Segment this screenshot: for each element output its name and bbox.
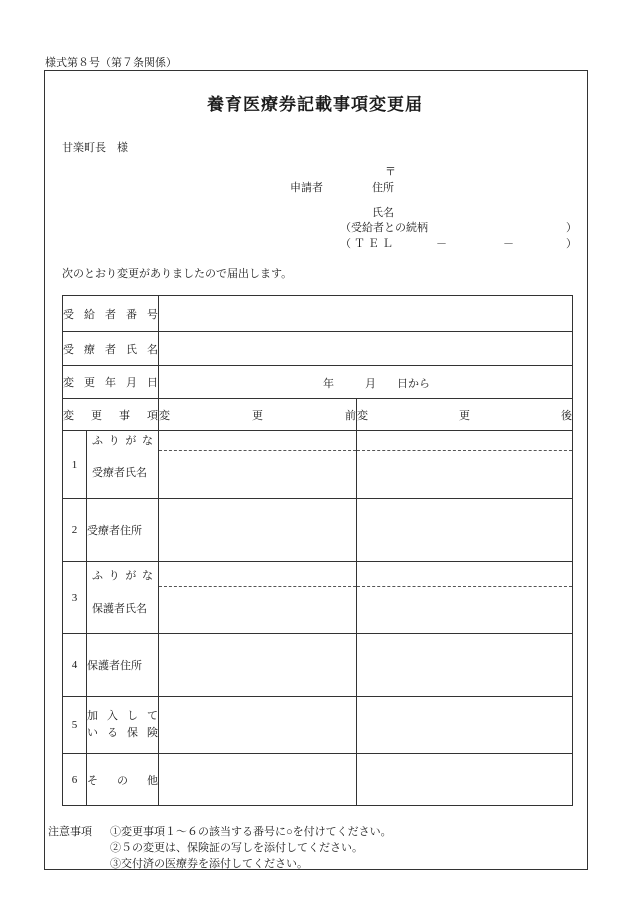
recipient-number-label-cell <box>63 296 159 332</box>
item-label-line-2: いる保険 <box>87 727 158 739</box>
item-number: 4 <box>63 634 87 697</box>
change-date-label-cell <box>63 366 159 399</box>
header-items-cell <box>63 399 159 431</box>
table-row <box>63 754 573 806</box>
table-row <box>63 431 573 499</box>
header-after-cell <box>357 399 573 431</box>
change-table <box>62 295 573 806</box>
furigana-line <box>159 562 356 587</box>
item-number: 6 <box>63 754 87 806</box>
after-field[interactable] <box>357 754 573 806</box>
before-field[interactable] <box>159 754 357 806</box>
before-field[interactable] <box>159 499 357 562</box>
table-row <box>63 296 573 332</box>
table-row <box>63 634 573 697</box>
date-month: 月 <box>365 378 376 390</box>
applicant-label: 申請者 <box>290 182 323 194</box>
addressee: 甘楽町長 様 <box>62 142 128 154</box>
change-date-label: 変更年月日 <box>63 377 158 389</box>
page-title: 養育医療券記載事項変更届 <box>207 95 423 115</box>
statement: 次のとおり変更がありましたので届出します。 <box>62 268 293 280</box>
notes-label: 注意事項 <box>48 826 92 838</box>
item-number: 2 <box>63 499 87 562</box>
item-number: 3 <box>63 562 87 634</box>
item-number: 5 <box>63 697 87 754</box>
after-field[interactable] <box>357 431 573 499</box>
table-row <box>63 697 573 754</box>
furigana-line <box>357 562 572 587</box>
table-row <box>63 399 573 431</box>
item-label-line-1: 加入して <box>87 710 158 722</box>
item-label: 受療者氏名 <box>92 467 147 479</box>
change-date-field[interactable] <box>159 366 573 399</box>
furigana-label: ふりがな <box>92 435 153 447</box>
table-row <box>63 366 573 399</box>
date-year: 年 <box>323 378 334 390</box>
patient-name-label: 受療者氏名 <box>63 343 158 356</box>
furigana-label: ふりがな <box>92 570 153 582</box>
after-field[interactable] <box>357 562 573 634</box>
tel-dash-1: － <box>436 238 447 250</box>
recipient-number-field[interactable] <box>159 296 573 332</box>
table-row <box>63 499 573 562</box>
note-item: ①変更事項１～６の該当する番号に○を付けてください。 <box>110 826 392 838</box>
header-items: 変更事項 <box>63 409 158 422</box>
item-label-cell <box>87 697 159 754</box>
header-after: 変更後 <box>357 409 572 422</box>
patient-name-field[interactable] <box>159 332 573 366</box>
item-label-cell <box>87 562 159 634</box>
after-field[interactable] <box>357 634 573 697</box>
item-label: 受療者住所 <box>87 499 159 562</box>
recipient-number-label: 受給者番号 <box>63 308 158 321</box>
relationship-close: ） <box>566 222 577 234</box>
furigana-line <box>357 431 572 451</box>
item-label: その他 <box>87 774 158 787</box>
after-field[interactable] <box>357 499 573 562</box>
table-row <box>63 562 573 634</box>
after-field[interactable] <box>357 697 573 754</box>
date-day-suffix: 日から <box>397 378 430 390</box>
patient-name-label-cell <box>63 332 159 366</box>
before-field[interactable] <box>159 634 357 697</box>
relationship-label: （受給者との続柄 <box>340 222 428 234</box>
tel-label: （ＴＥＬ <box>340 238 396 250</box>
table-row <box>63 332 573 366</box>
form-number: 様式第８号（第７条関係） <box>45 57 177 69</box>
before-field[interactable] <box>159 431 357 499</box>
item-label-cell <box>87 754 159 806</box>
address-label: 住所 <box>372 182 394 194</box>
postal-mark: 〒 <box>385 166 396 178</box>
name-label: 氏名 <box>372 207 394 219</box>
header-before: 変更前 <box>159 409 356 422</box>
tel-close: ） <box>566 238 577 250</box>
note-item: ②５の変更は、保険証の写しを添付してください。 <box>110 842 363 854</box>
before-field[interactable] <box>159 697 357 754</box>
furigana-line <box>159 431 356 451</box>
item-number: 1 <box>63 431 87 499</box>
item-label: 保護者氏名 <box>92 603 147 615</box>
tel-dash-2: － <box>503 238 514 250</box>
note-item: ③交付済の医療券を添付してください。 <box>110 858 308 870</box>
item-label: 保護者住所 <box>87 634 159 697</box>
item-label-cell <box>87 431 159 499</box>
header-before-cell <box>159 399 357 431</box>
before-field[interactable] <box>159 562 357 634</box>
